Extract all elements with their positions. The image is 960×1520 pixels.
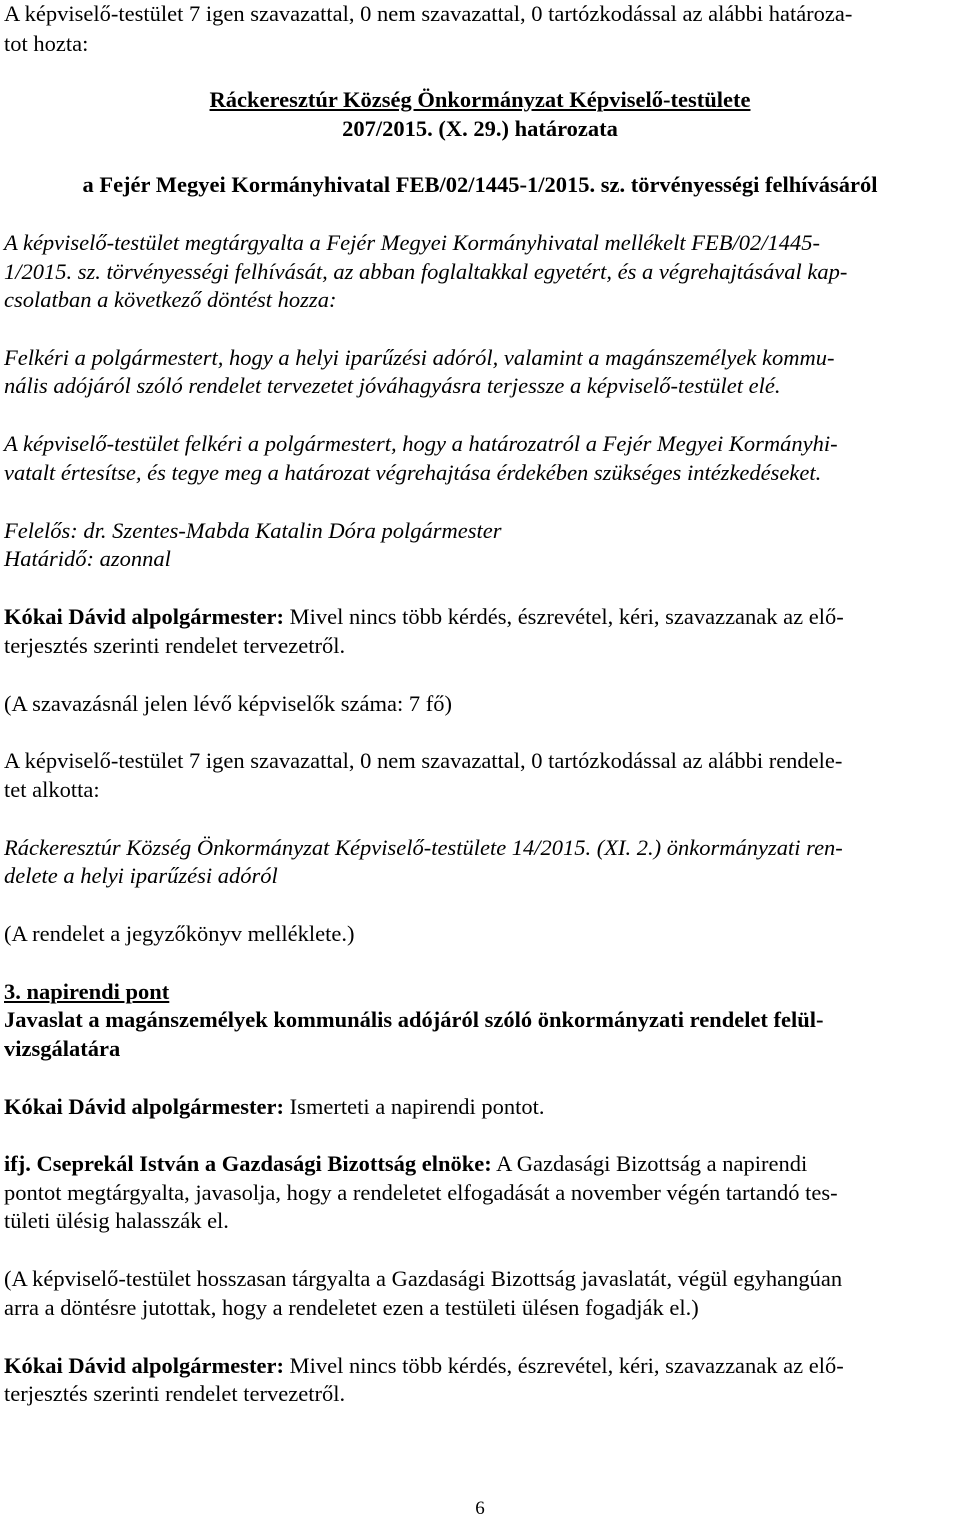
statement-text: A Gazdasági Bizottság a napirendi (491, 1151, 808, 1176)
kokai-statement-1-line-2: terjesztés szerinti rendelet tervezetről. (4, 633, 346, 658)
vote-2-line-1: A képviselő-testület 7 igen szavazattal, 0 nem szavazattal, 0 tartózkodással az alábbi rendele- (4, 748, 843, 773)
resolution-request-line-1: Felkéri a polgármestert, hogy a helyi iparűzési adóról, valamint a magánszemélyek kommu- (4, 345, 835, 370)
kokai-statement-2 (4, 1093, 545, 1121)
speaker-name: ifj. Cseprekál István a Gazdasági Bizottság elnöke: (4, 1151, 492, 1176)
statement-text: Mivel nincs több kérdés, észrevétel, kéri, szavazzanak az elő- (283, 1353, 844, 1378)
present-count: (A szavazásnál jelen lévő képviselők száma: 7 fő) (4, 691, 452, 716)
resolution-number: 207/2015. (X. 29.) határozata (342, 116, 618, 141)
cseprekal-statement-line-3: tületi ülésig halasszák el. (4, 1208, 229, 1233)
resolution-body-line-1: A képviselő-testület megtárgyalta a Fejér Megyei Kormányhivatal mellékelt FEB/02/1445- (4, 230, 821, 255)
kokai-statement-1-line-1 (4, 603, 844, 631)
resolution-responsible: Felelős: dr. Szentes-Mabda Katalin Dóra polgármester (4, 518, 502, 543)
vote-paragraph-line-2: tot hozta: (4, 31, 89, 56)
resolution-body-line-3: csolatban a következő döntést hozza: (4, 287, 337, 312)
vote-2-line-2: tet alkotta: (4, 777, 100, 802)
resolution-request-line-2: nális adójáról szóló rendelet tervezetet jóváhagyásra terjessze a képviselő-testület elé. (4, 373, 781, 398)
kokai-statement-3-line-1 (4, 1352, 844, 1380)
decree-title-line-2: delete a helyi iparűzési adóról (4, 863, 278, 888)
speaker-name: Kókai Dávid alpolgármester: (4, 1094, 284, 1119)
resolution-deadline: Határidő: azonnal (4, 546, 171, 571)
resolution-notify-line-1: A képviselő-testület felkéri a polgármestert, hogy a határozatról a Fejér Megyei Kormányhi- (4, 431, 838, 456)
cseprekal-statement-line-2: pontot megtárgyalta, javasolja, hogy a rendeletet elfogadását a november végén tartandó tes- (4, 1180, 838, 1205)
annex-note: (A rendelet a jegyzőkönyv melléklete.) (4, 921, 355, 946)
resolution-subject: a Fejér Megyei Kormányhivatal FEB/02/1445-1/2015. sz. törvényességi felhívásáról (82, 172, 878, 197)
agenda-item-heading: 3. napirendi pont (4, 979, 170, 1004)
discussion-line-2: arra a döntésre jutottak, hogy a rendeletet ezen a testületi ülésen fogadják el.) (4, 1295, 699, 1320)
statement-text: Ismerteti a napirendi pontot. (283, 1094, 545, 1119)
agenda-title-line-1: Javaslat a magánszemélyek kommunális adójáról szóló önkormányzati rendelet felül- (4, 1007, 824, 1032)
statement-text: Mivel nincs több kérdés, észrevétel, kéri, szavazzanak az elő- (283, 604, 844, 629)
discussion-line-1: (A képviselő-testület hosszasan tárgyalta a Gazdasági Bizottság javaslatát, végül egyhangúan (4, 1266, 843, 1291)
cseprekal-statement-line-1 (4, 1150, 807, 1178)
resolution-body-line-2: 1/2015. sz. törvényességi felhívását, az abban foglaltakkal egyetért, és a végrehajtásával kap- (4, 259, 848, 284)
decree-title-line-1: Ráckeresztúr Község Önkormányzat Képviselő-testülete 14/2015. (XI. 2.) önkormányzati ren- (4, 835, 843, 860)
speaker-name: Kókai Dávid alpolgármester: (4, 604, 284, 629)
speaker-name: Kókai Dávid alpolgármester: (4, 1353, 284, 1378)
agenda-title-line-2: vizsgálatára (4, 1036, 121, 1061)
kokai-statement-3-line-2: terjesztés szerinti rendelet tervezetről. (4, 1381, 346, 1406)
page-number: 6 (475, 1498, 485, 1519)
resolution-notify-line-2: vatalt értesítse, és tegye meg a határozat végrehajtása érdekében szükséges intézkedéseket. (4, 460, 822, 485)
resolution-org-heading: Ráckeresztúr Község Önkormányzat Képviselő-testülete (209, 87, 751, 112)
vote-paragraph-line-1: A képviselő-testület 7 igen szavazattal, 0 nem szavazattal, 0 tartózkodással az alábbi határoza- (4, 1, 853, 26)
